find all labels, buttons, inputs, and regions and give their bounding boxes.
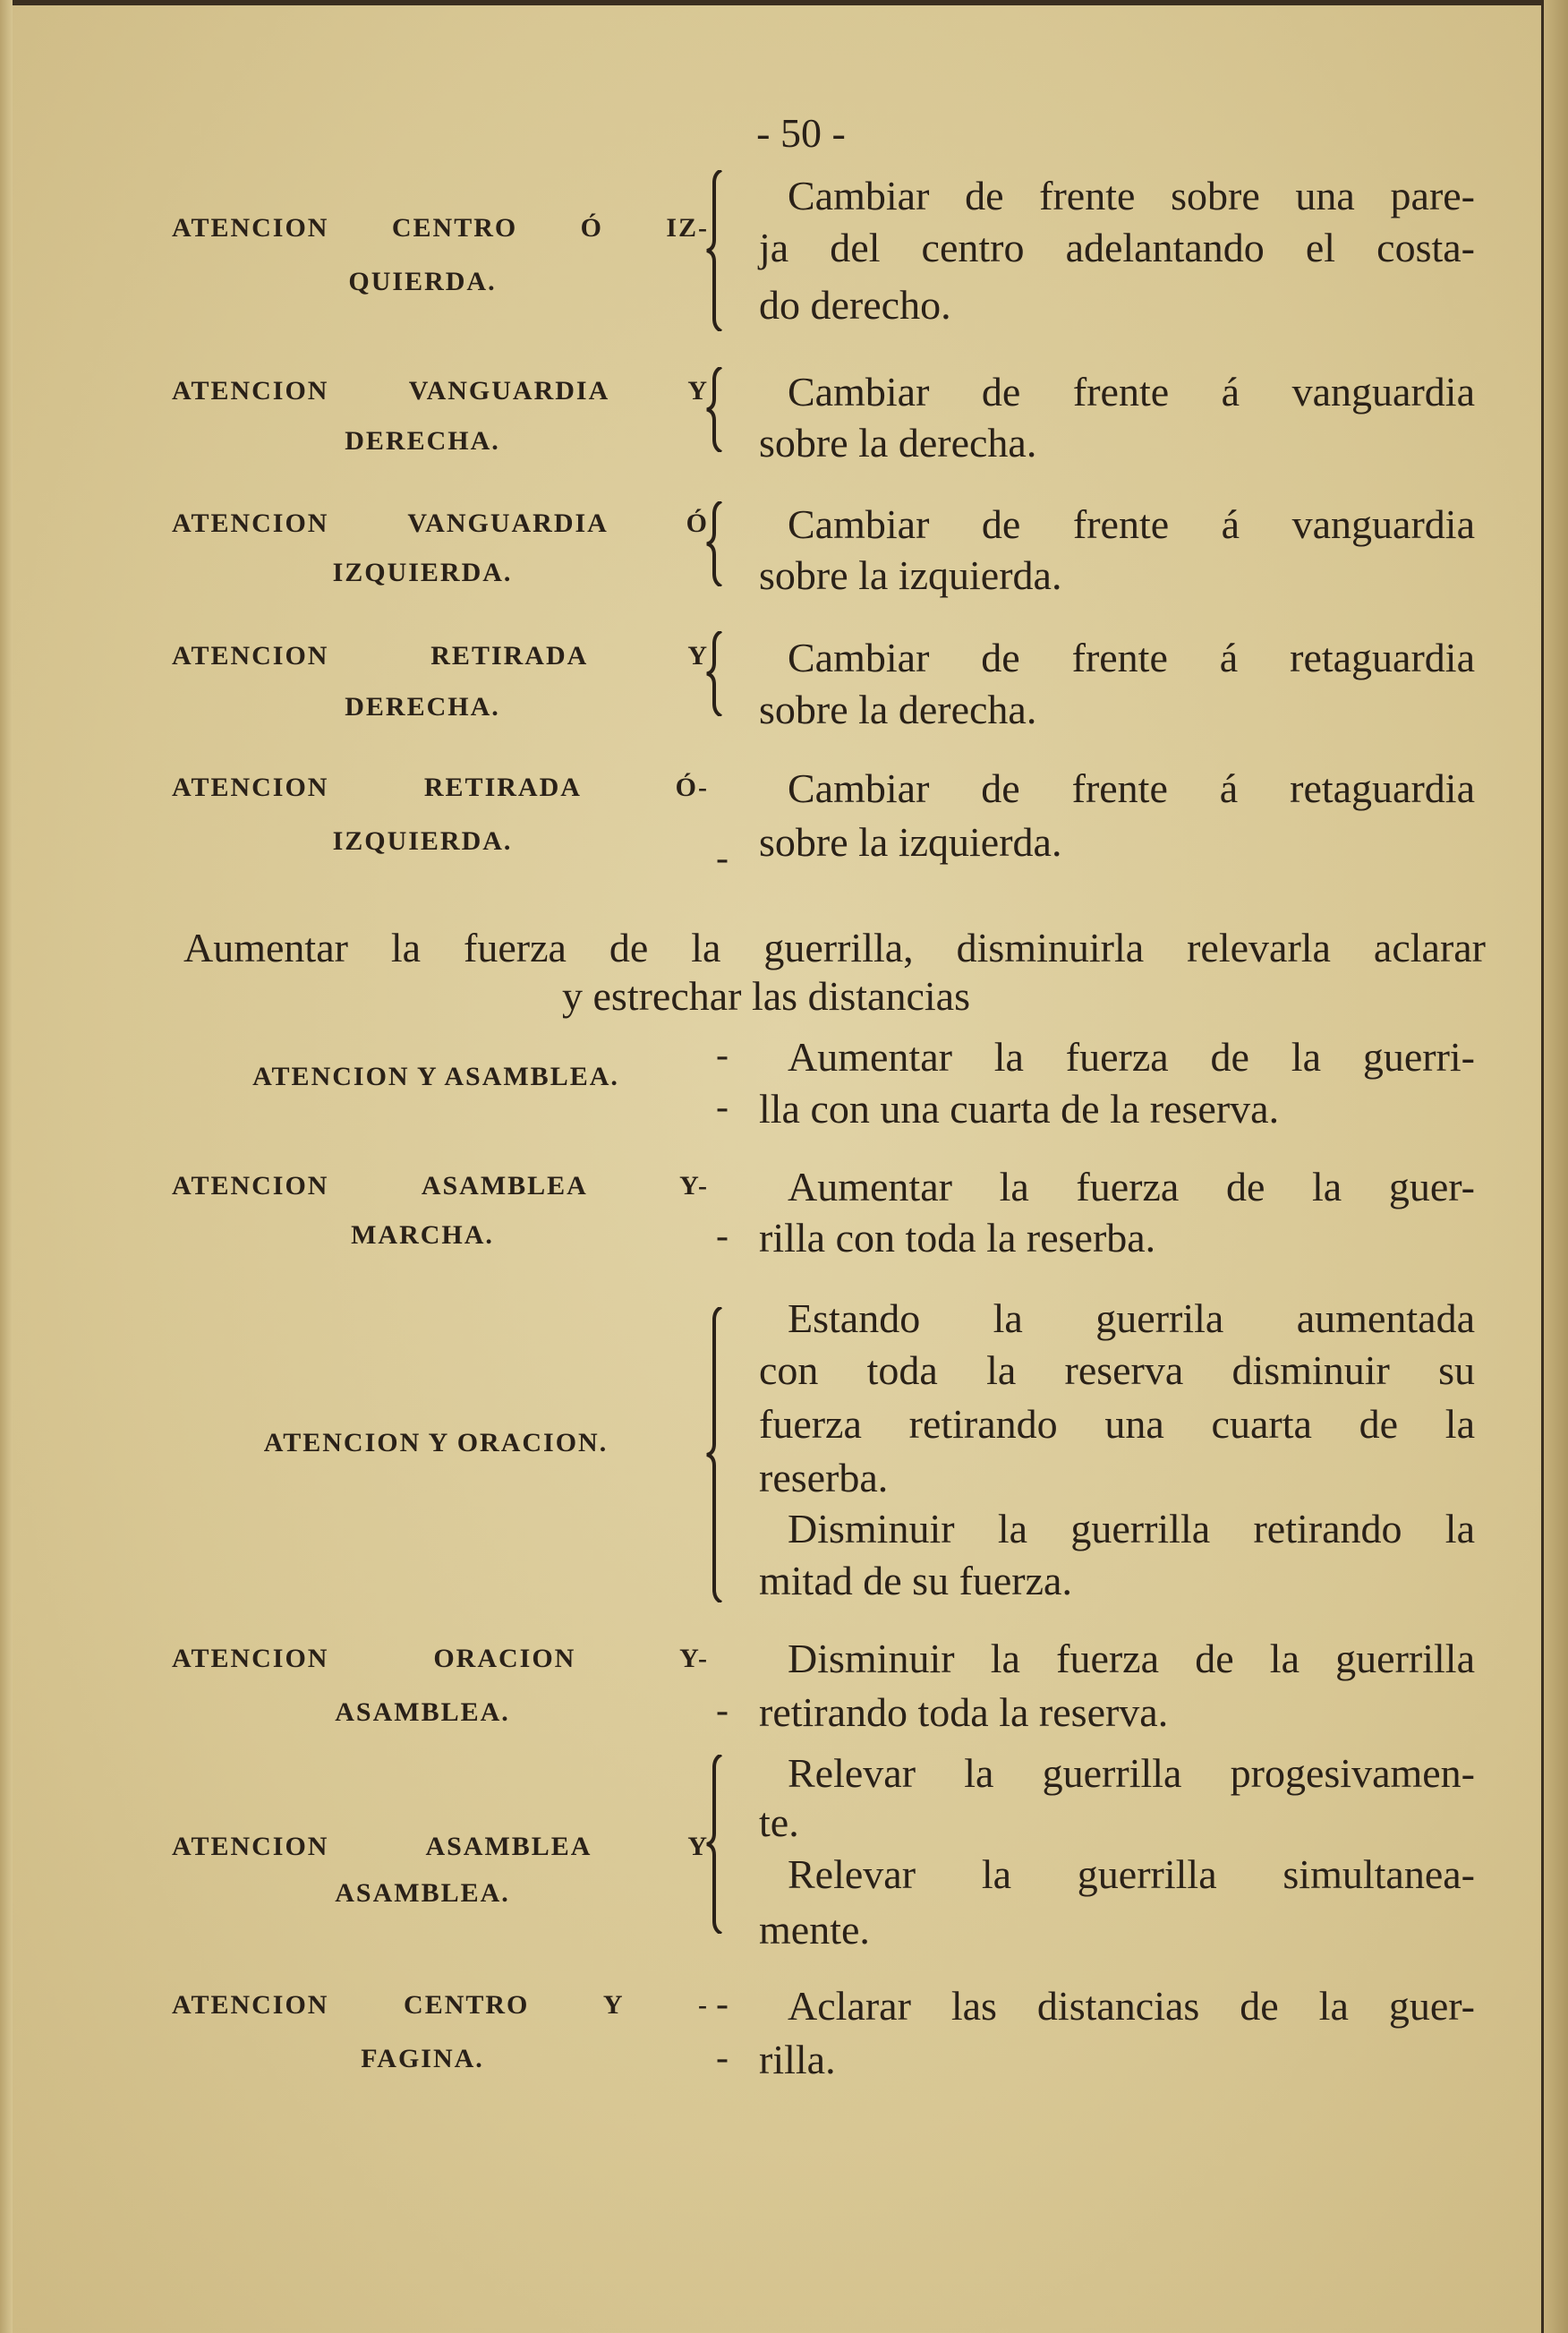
dash-separator: - (716, 1216, 729, 1257)
command-description: Disminuir la fuerza de la guerrilla (788, 1636, 1475, 1681)
command-label: ASAMBLEA. (335, 1878, 510, 1908)
dash-separator: - (716, 1035, 729, 1076)
command-label: ATENCION Y ORACION. (263, 1428, 609, 1457)
command-description: reserba. (759, 1455, 889, 1500)
brace-icon (705, 631, 732, 716)
command-description: Relevar la guerrilla simultanea- (788, 1851, 1475, 1897)
command-description: sobre la derecha. (759, 420, 1037, 466)
command-description: sobre la izquierda. (759, 819, 1062, 865)
command-label: IZQUIERDA. (332, 558, 513, 587)
command-description: mente. (759, 1907, 870, 1953)
command-description: ja del centro adelantando el costa- (759, 225, 1475, 270)
command-description: Aumentar la fuerza de la guerri- (788, 1034, 1475, 1080)
command-description: rilla con toda la reserba. (759, 1215, 1156, 1261)
command-description: Cambiar de frente á vanguardia (788, 369, 1475, 414)
brace-icon (705, 501, 732, 586)
command-label: IZQUIERDA. (332, 826, 513, 856)
command-description: Disminuir la guerrilla retirando la (788, 1506, 1475, 1551)
section-heading-line-1: Aumentar la fuerza de la guerrilla, disminuirla relevarla aclarar (183, 925, 1486, 970)
brace-icon (705, 367, 732, 452)
dash-separator: - (716, 1984, 729, 2025)
brace-icon (705, 1755, 732, 1934)
command-description: Cambiar de frente á retaguardia (788, 635, 1475, 680)
command-description: Relevar la guerrilla progesivamen- (788, 1750, 1475, 1796)
dash-separator: - (716, 1087, 729, 1128)
brace-icon (705, 170, 732, 331)
command-label: QUIERDA. (348, 267, 497, 296)
command-label: ATENCION RETIRADA Ó- (172, 773, 709, 802)
command-description: rilla. (759, 2037, 836, 2082)
command-label: ATENCION VANGUARDIA Y (172, 376, 709, 406)
command-description: Estando la guerrila aumentada (788, 1295, 1475, 1341)
command-description: Cambiar de frente á retaguardia (788, 765, 1475, 811)
command-label: ATENCION VANGUARDIA Ó (172, 508, 709, 538)
page-left-edge (0, 0, 13, 2333)
command-label: ATENCION ASAMBLEA Y (172, 1832, 709, 1861)
command-label: ATENCION CENTRO Ó IZ- (172, 213, 709, 243)
command-label: ATENCION ASAMBLEA Y- (172, 1171, 709, 1201)
page-top-edge (0, 0, 1568, 5)
command-description: sobre la izquierda. (759, 552, 1062, 598)
command-description: Aumentar la fuerza de la guer- (788, 1164, 1475, 1209)
command-description: con toda la reserva disminuir su (759, 1347, 1475, 1393)
command-description: sobre la derecha. (759, 687, 1037, 732)
command-description: te. (759, 1799, 799, 1845)
command-description: Cambiar de frente á vanguardia (788, 501, 1475, 547)
command-label: DERECHA. (345, 426, 500, 456)
command-label: ATENCION Y ASAMBLEA. (252, 1062, 619, 1091)
section-heading-line-2: y estrechar las distancias (562, 973, 970, 1019)
brace-icon (705, 1307, 732, 1602)
command-description: retirando toda la reserva. (759, 1689, 1169, 1735)
command-label: ASAMBLEA. (335, 1697, 510, 1727)
command-description: do derecho. (759, 282, 951, 328)
command-label: ATENCION ORACION Y- (172, 1644, 709, 1673)
command-label: ATENCION CENTRO Y - (172, 1990, 709, 2020)
command-label: MARCHA. (351, 1220, 494, 1250)
command-label: ATENCION RETIRADA Y (172, 641, 709, 671)
command-description: Cambiar de frente sobre una pare- (788, 173, 1475, 218)
command-description: lla con una cuarta de la reserva. (759, 1086, 1280, 1132)
dash-separator: - (716, 2038, 729, 2079)
command-label: DERECHA. (345, 692, 500, 722)
command-label: FAGINA. (361, 2044, 484, 2073)
command-description: fuerza retirando una cuarta de la (759, 1401, 1475, 1447)
command-description: Aclarar las distancias de la guer- (788, 1983, 1475, 2029)
command-description: mitad de su fuerza. (759, 1558, 1072, 1603)
page-number: - 50 - (756, 110, 846, 156)
dash-separator: - (716, 1690, 729, 1731)
page-right-edge (1541, 0, 1568, 2333)
dash-separator: - (716, 838, 729, 879)
